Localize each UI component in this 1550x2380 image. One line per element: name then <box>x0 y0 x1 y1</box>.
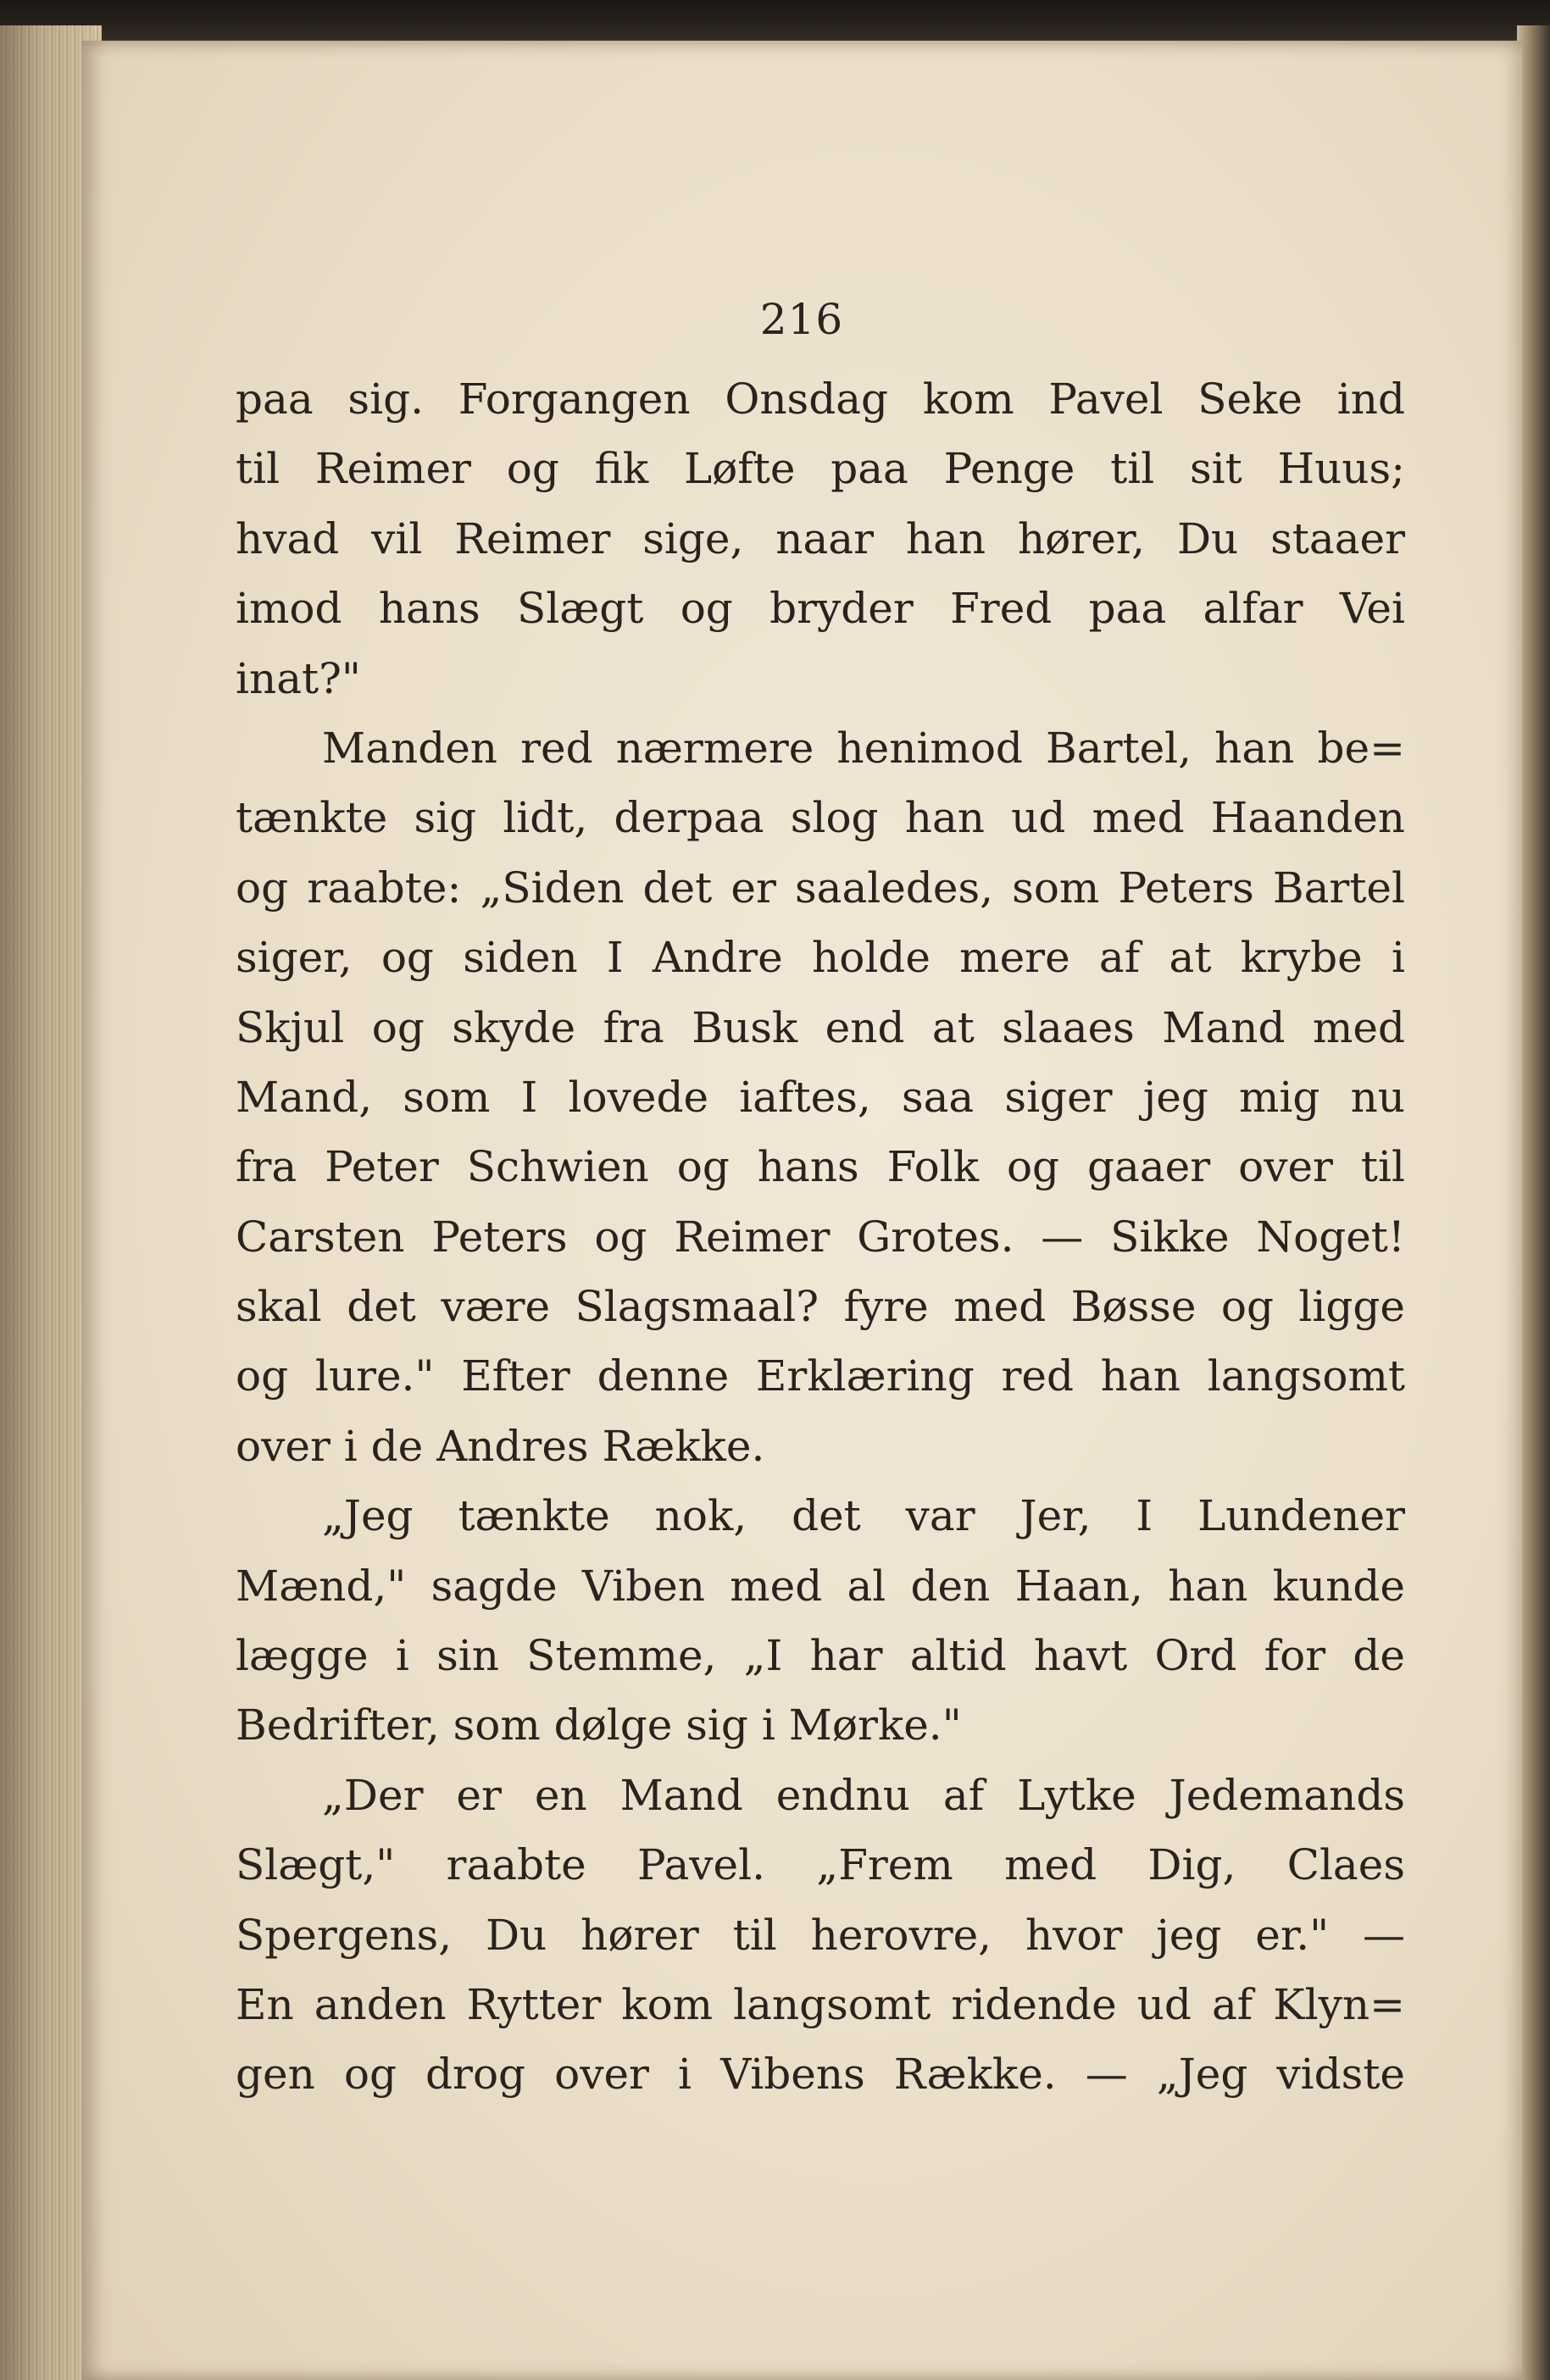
text-line: Slægt," raabte Pavel. „Frem med Dig, Claes <box>236 1840 1405 1890</box>
text-line: „Jeg tænkte nok, det var Jer, I Lundener <box>322 1491 1405 1541</box>
text-line: inat?" <box>236 653 361 703</box>
text-line: „Der er en Mand endnu af Lytke Jedemands <box>322 1770 1405 1820</box>
text-line: fra Peter Schwien og hans Folk og gaaer over til <box>236 1142 1405 1192</box>
text-line: Carsten Peters og Reimer Grotes. — Sikke Noget! <box>236 1212 1405 1262</box>
text-line: tænkte sig lidt, derpaa slog han ud med Haanden <box>236 793 1405 843</box>
text-line: Bedrifter, som dølge sig i Mørke." <box>236 1700 962 1750</box>
text-line: lægge i sin Stemme, „I har altid havt Ord for de <box>236 1631 1405 1681</box>
text-line: siger, og siden I Andre holde mere af at krybe i <box>236 933 1405 983</box>
text-line: Spergens, Du hører til herovre, hvor jeg er." — <box>236 1910 1405 1960</box>
text-line: og lure." Efter denne Erklæring red han langsomt <box>236 1351 1405 1401</box>
text-line: Manden red nærmere henimod Bartel, han be= <box>322 723 1405 773</box>
text-line: gen og drog over i Vibens Række. — „Jeg vidste <box>236 2050 1405 2100</box>
text-line: paa sig. Forgangen Onsdag kom Pavel Seke ind <box>236 374 1405 424</box>
text-line: hvad vil Reimer sige, naar han hører, Du staaer <box>236 513 1405 563</box>
text-line: En anden Rytter kom langsomt ridende ud af Klyn= <box>236 1979 1405 2029</box>
text-line: imod hans Slægt og bryder Fred paa alfar Vei <box>236 584 1405 634</box>
page-body-text <box>236 364 1405 2110</box>
text-line: over i de Andres Række. <box>236 1421 765 1471</box>
text-line: Skjul og skyde fra Busk end at slaaes Mand med <box>236 1002 1405 1052</box>
text-line: til Reimer og fik Løfte paa Penge til sit Huus; <box>236 444 1405 494</box>
text-line: og raabte: „Siden det er saaledes, som Peters Bartel <box>236 863 1405 913</box>
page-number: 216 <box>759 295 844 344</box>
text-line: skal det være Slagsmaal? fyre med Bøsse og ligge <box>236 1282 1405 1332</box>
text-line: Mand, som I lovede iaftes, saa siger jeg mig nu <box>236 1072 1405 1122</box>
text-line: Mænd," sagde Viben med al den Haan, han kunde <box>236 1561 1405 1611</box>
